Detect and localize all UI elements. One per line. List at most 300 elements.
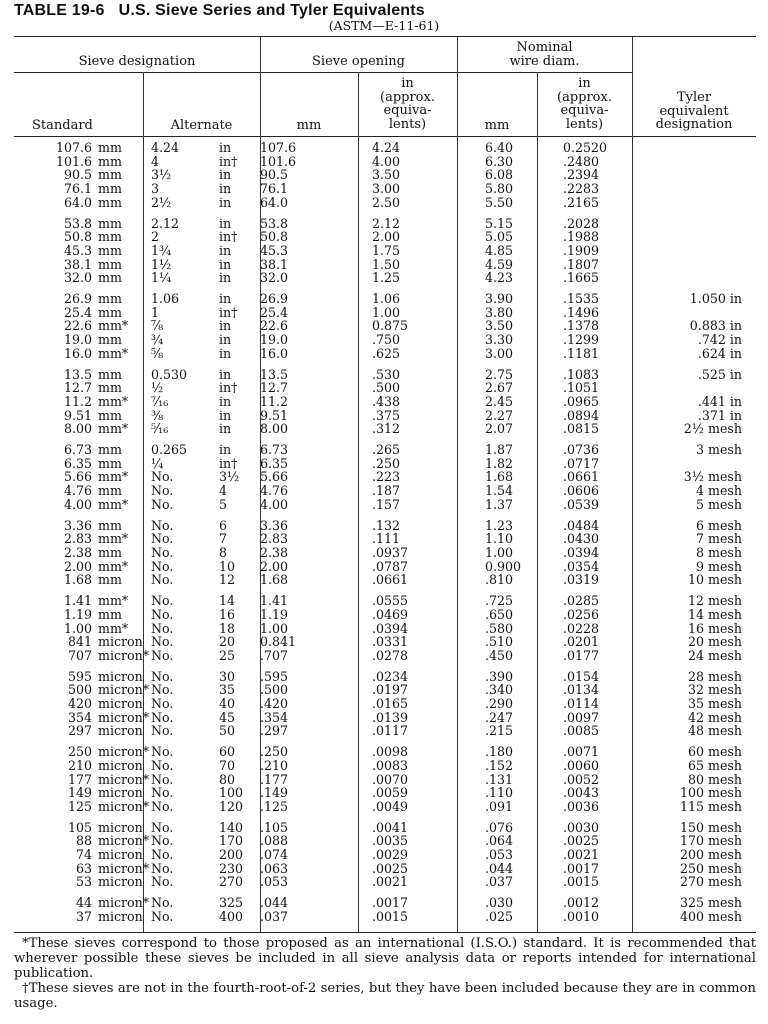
- wire-in-cell: .0319: [563, 572, 600, 588]
- header-top-rule: [14, 36, 756, 37]
- standard-cell: 13.5 mm: [63, 366, 122, 382]
- wire-in-cell: .0606: [563, 483, 600, 499]
- wire-in-cell: .0097: [563, 709, 600, 725]
- tyler-cell: 60 mesh: [688, 744, 742, 760]
- standard-cell: 707 micron*: [67, 647, 150, 663]
- table-row: [14, 182, 756, 196]
- opening-in-cell: .0394: [372, 620, 409, 636]
- opening-in-cell: .0049: [372, 798, 409, 814]
- alternate-cell: 2.12 in: [151, 215, 232, 231]
- tyler-cell: 3½ mesh: [683, 469, 742, 485]
- opening-mm-cell: 8.00: [260, 421, 289, 437]
- footnote-dagger: †These sieves are not in the fourth-root-of-2 series, but they have been included because they are in common usage.: [14, 981, 756, 1011]
- opening-in-cell: .0555: [372, 593, 409, 609]
- alternate-cell: No. 70: [151, 757, 236, 773]
- opening-mm-cell: .250: [260, 744, 289, 760]
- wire-mm-cell: 1.82: [485, 455, 514, 471]
- wire-in-cell: .0256: [563, 606, 600, 622]
- tyler-cell: 48 mesh: [688, 723, 742, 739]
- opening-in-cell: .438: [372, 393, 401, 409]
- tyler-cell: .371 in: [697, 407, 742, 423]
- opening-mm-cell: .595: [260, 668, 289, 684]
- wire-in-cell: .0717: [563, 455, 600, 471]
- standard-cell: 25.4 mm: [63, 304, 122, 320]
- alternate-cell: No. 45: [151, 709, 236, 725]
- header-nominal-wire: Nominal wire diam.: [509, 40, 580, 69]
- opening-in-cell: 3.00: [372, 181, 401, 197]
- table-row: [14, 683, 756, 697]
- standard-cell: 88 micron*: [75, 833, 150, 849]
- wire-mm-cell: 6.08: [485, 167, 514, 183]
- table-row: [14, 635, 756, 649]
- alternate-cell: ⅜ in: [151, 407, 232, 423]
- table-row: [14, 786, 756, 800]
- wire-in-cell: .0539: [563, 496, 600, 512]
- alternate-cell: No. 50: [151, 723, 236, 739]
- table-row: [14, 711, 756, 725]
- table-subtitle: (ASTM—E-11-61): [328, 18, 440, 33]
- standard-cell: 63 micron*: [75, 860, 150, 876]
- table-row: [14, 896, 756, 910]
- alternate-cell: ¼ in†: [151, 455, 238, 471]
- opening-mm-cell: 5.66: [260, 469, 289, 485]
- tyler-cell: 9 mesh: [696, 558, 742, 574]
- table-row: [14, 457, 756, 471]
- wire-mm-cell: 2.07: [485, 421, 514, 437]
- wire-mm-cell: .340: [485, 682, 514, 698]
- tyler-cell: [632, 258, 756, 272]
- alternate-cell: No. 10: [151, 558, 236, 574]
- opening-mm-cell: 6.35: [260, 455, 289, 471]
- alternate-cell: No. 20: [151, 634, 236, 650]
- standard-cell: 6.73 mm: [63, 442, 122, 458]
- standard-cell: 12.7 mm: [63, 380, 122, 396]
- opening-mm-cell: 4.00: [260, 496, 289, 512]
- tyler-cell: 115 mesh: [679, 798, 742, 814]
- opening-in-cell: 1.06: [372, 291, 401, 307]
- footnote-star: *These sieves correspond to those proposed as an international (I.S.O.) standard. It is recommended that wherever possible these sieves be included in all sieve analysis data or reports intended for international publication.: [14, 936, 756, 981]
- table-row: [14, 395, 756, 409]
- opening-in-cell: .157: [372, 496, 401, 512]
- standard-cell: 45.3 mm: [63, 242, 122, 258]
- table-row: [14, 244, 756, 258]
- tyler-cell: 8 mesh: [696, 544, 742, 560]
- tyler-cell: 3 mesh: [696, 442, 742, 458]
- wire-mm-cell: 1.23: [485, 517, 514, 533]
- table-row: [14, 834, 756, 848]
- alternate-cell: No. 400: [151, 908, 244, 924]
- opening-in-cell: 3.50: [372, 167, 401, 183]
- opening-in-cell: .111: [372, 531, 401, 547]
- opening-mm-cell: 38.1: [260, 256, 289, 272]
- alternate-cell: ¾ in: [151, 332, 232, 348]
- wire-mm-cell: 2.45: [485, 393, 514, 409]
- standard-cell: 22.6 mm*: [63, 318, 129, 334]
- opening-in-cell: .750: [372, 332, 401, 348]
- table-row: [14, 862, 756, 876]
- opening-in-cell: 1.75: [372, 242, 401, 258]
- opening-mm-cell: 11.2: [260, 393, 289, 409]
- wire-in-cell: .1083: [563, 366, 600, 382]
- opening-in-cell: .625: [372, 345, 401, 361]
- wire-mm-cell: .091: [485, 798, 514, 814]
- table-row: [14, 773, 756, 787]
- opening-in-cell: 2.50: [372, 194, 401, 210]
- alternate-cell: 4.24 in: [151, 140, 232, 155]
- standard-cell: 74 micron: [75, 847, 143, 863]
- wire-mm-cell: 6.40: [485, 140, 514, 155]
- opening-in-cell: .500: [372, 380, 401, 396]
- table-row: [14, 532, 756, 546]
- wire-mm-cell: .037: [485, 874, 514, 890]
- wire-in-cell: .1378: [563, 318, 600, 334]
- opening-mm-cell: 101.6: [260, 153, 297, 169]
- standard-cell: 16.0 mm*: [63, 345, 129, 361]
- alternate-cell: No. 40: [151, 696, 236, 712]
- standard-cell: 8.00 mm*: [63, 421, 129, 437]
- wire-in-cell: .0394: [563, 544, 600, 560]
- alternate-cell: 2½ in: [151, 194, 232, 210]
- alternate-cell: 1¼ in: [151, 270, 232, 286]
- table-row: [14, 875, 756, 889]
- wire-in-cell: .2283: [563, 181, 600, 197]
- standard-cell: 32.0 mm: [63, 270, 122, 286]
- wire-in-cell: .0354: [563, 558, 600, 574]
- wire-in-cell: .0894: [563, 407, 600, 423]
- wire-in-cell: .0228: [563, 620, 600, 636]
- alternate-cell: No. 5: [151, 496, 228, 512]
- wire-mm-cell: 1.37: [485, 496, 514, 512]
- table-row: [14, 573, 756, 587]
- header-alternate: Alternate: [170, 118, 233, 133]
- tyler-cell: 0.883 in: [689, 318, 742, 334]
- table-row: [14, 409, 756, 423]
- alternate-cell: No. 100: [151, 785, 244, 801]
- table-row: [14, 519, 756, 533]
- opening-mm-cell: .074: [260, 847, 289, 863]
- tyler-cell: [632, 271, 756, 285]
- standard-cell: 297 micron: [67, 723, 143, 739]
- table-row: [14, 258, 756, 272]
- wire-mm-cell: 3.30: [485, 332, 514, 348]
- wire-mm-cell: .580: [485, 620, 514, 636]
- standard-cell: 6.35 mm: [63, 455, 122, 471]
- alternate-cell: No. 325: [151, 895, 244, 911]
- opening-mm-cell: .063: [260, 860, 289, 876]
- opening-in-cell: .312: [372, 421, 401, 437]
- tyler-cell: [632, 196, 756, 210]
- opening-mm-cell: 50.8: [260, 229, 289, 245]
- opening-in-cell: 1.00: [372, 304, 401, 320]
- wire-mm-cell: 5.80: [485, 181, 514, 197]
- opening-in-cell: 1.25: [372, 270, 401, 286]
- opening-in-cell: .0059: [372, 785, 409, 801]
- standard-cell: 4.76 mm: [63, 483, 122, 499]
- standard-cell: 841 micron: [67, 634, 143, 650]
- wire-mm-cell: .510: [485, 634, 514, 650]
- table-row: [14, 196, 756, 210]
- alternate-cell: No. 140: [151, 819, 244, 835]
- wire-mm-cell: 6.30: [485, 153, 514, 169]
- standard-cell: 149 micron: [67, 785, 143, 801]
- wire-in-cell: .1051: [563, 380, 600, 396]
- wire-in-cell: .0177: [563, 647, 600, 663]
- tyler-cell: .441 in: [697, 393, 742, 409]
- wire-in-cell: .0043: [563, 785, 600, 801]
- opening-in-cell: .0098: [372, 744, 409, 760]
- table-row: [14, 484, 756, 498]
- wire-in-cell: .2028: [563, 215, 600, 231]
- tyler-cell: 80 mesh: [688, 771, 742, 787]
- header-mid-rule: [14, 72, 632, 73]
- alternate-cell: 1.06 in: [151, 291, 232, 307]
- wire-mm-cell: 1.00: [485, 544, 514, 560]
- wire-mm-cell: 2.75: [485, 366, 514, 382]
- tyler-cell: [632, 141, 756, 155]
- opening-mm-cell: .149: [260, 785, 289, 801]
- opening-in-cell: 4.00: [372, 153, 401, 169]
- wire-mm-cell: .076: [485, 819, 514, 835]
- sieve-table: [14, 141, 756, 924]
- wire-in-cell: .1299: [563, 332, 600, 348]
- table-row: [14, 168, 756, 182]
- alternate-cell: 0.265 in: [151, 442, 232, 458]
- opening-in-cell: 2.00: [372, 229, 401, 245]
- wire-mm-cell: .030: [485, 895, 514, 911]
- opening-mm-cell: 45.3: [260, 242, 289, 258]
- table-row: [14, 910, 756, 924]
- standard-cell: 76.1 mm: [63, 181, 122, 197]
- tyler-cell: .742 in: [697, 332, 742, 348]
- wire-in-cell: .0052: [563, 771, 600, 787]
- opening-mm-cell: 2.38: [260, 544, 289, 560]
- standard-cell: 500 micron*: [67, 682, 150, 698]
- table-title-text: U.S. Sieve Series and Tyler Equivalents: [118, 2, 425, 19]
- wire-mm-cell: .131: [485, 771, 514, 787]
- alternate-cell: ⅝ in: [151, 345, 232, 361]
- tyler-cell: 6 mesh: [696, 517, 742, 533]
- alternate-cell: 1 in†: [151, 304, 238, 320]
- alternate-cell: 4 in†: [151, 153, 238, 169]
- wire-mm-cell: 0.900: [485, 558, 522, 574]
- standard-cell: 177 micron*: [67, 771, 150, 787]
- table-row: [14, 422, 756, 436]
- opening-mm-cell: 16.0: [260, 345, 289, 361]
- wire-mm-cell: .810: [485, 572, 514, 588]
- opening-mm-cell: 1.00: [260, 620, 289, 636]
- alternate-cell: 3½ in: [151, 167, 232, 183]
- tyler-cell: 2½ mesh: [683, 421, 742, 437]
- wire-mm-cell: .110: [485, 785, 514, 801]
- alternate-cell: No. 35: [151, 682, 236, 698]
- table-row: [14, 271, 756, 285]
- table-row: [14, 546, 756, 560]
- opening-mm-cell: .420: [260, 696, 289, 712]
- table-bottom-rule: [14, 932, 756, 933]
- opening-mm-cell: .088: [260, 833, 289, 849]
- header-opening-mm: mm: [296, 118, 322, 133]
- wire-in-cell: .0071: [563, 744, 600, 760]
- tyler-cell: 1.050 in: [689, 291, 742, 307]
- tyler-cell: 24 mesh: [688, 647, 742, 663]
- table-row: [14, 347, 756, 361]
- standard-cell: 38.1 mm: [63, 256, 122, 272]
- wire-in-cell: .0012: [563, 895, 600, 911]
- table-number: TABLE 19-6: [14, 2, 105, 19]
- wire-in-cell: .0285: [563, 593, 600, 609]
- wire-mm-cell: .215: [485, 723, 514, 739]
- table-row: [14, 498, 756, 512]
- opening-in-cell: .530: [372, 366, 401, 382]
- wire-in-cell: .2165: [563, 194, 600, 210]
- opening-mm-cell: 53.8: [260, 215, 289, 231]
- wire-mm-cell: 2.67: [485, 380, 514, 396]
- tyler-cell: 4 mesh: [696, 483, 742, 499]
- standard-cell: 105 micron: [67, 819, 143, 835]
- header-standard: Standard: [32, 118, 93, 133]
- standard-cell: 2.38 mm: [63, 544, 122, 560]
- opening-in-cell: .0017: [372, 895, 409, 911]
- wire-in-cell: .0114: [563, 696, 600, 712]
- wire-in-cell: .0154: [563, 668, 600, 684]
- standard-cell: 53 micron: [75, 874, 143, 890]
- table-row: [14, 217, 756, 231]
- wire-mm-cell: .152: [485, 757, 514, 773]
- table-row: [14, 608, 756, 622]
- standard-cell: 5.66 mm*: [63, 469, 129, 485]
- table-row: [14, 155, 756, 169]
- standard-cell: 11.2 mm*: [63, 393, 129, 409]
- alternate-cell: No. 25: [151, 647, 236, 663]
- opening-in-cell: 4.24: [372, 140, 401, 155]
- opening-mm-cell: .044: [260, 895, 289, 911]
- wire-in-cell: .0134: [563, 682, 600, 698]
- alternate-cell: No. 14: [151, 593, 236, 609]
- wire-mm-cell: 1.87: [485, 442, 514, 458]
- opening-in-cell: .0331: [372, 634, 409, 650]
- wire-mm-cell: 4.23: [485, 270, 514, 286]
- opening-mm-cell: .354: [260, 709, 289, 725]
- standard-cell: 595 micron: [67, 668, 143, 684]
- tyler-cell: 16 mesh: [688, 620, 742, 636]
- table-row: [14, 622, 756, 636]
- header-sieve-designation: Sieve designation: [78, 54, 196, 69]
- tyler-cell: 35 mesh: [688, 696, 742, 712]
- wire-mm-cell: 4.59: [485, 256, 514, 272]
- opening-in-cell: .0029: [372, 847, 409, 863]
- alternate-cell: ½ in†: [151, 380, 238, 396]
- standard-cell: 1.41 mm*: [63, 593, 129, 609]
- standard-cell: 420 micron: [67, 696, 143, 712]
- opening-in-cell: .0139: [372, 709, 409, 725]
- wire-mm-cell: .025: [485, 908, 514, 924]
- table-row: [14, 141, 756, 155]
- tyler-cell: 170 mesh: [679, 833, 742, 849]
- alternate-cell: ⁵⁄₁₆ in: [151, 421, 232, 437]
- alternate-cell: ⅞ in: [151, 318, 232, 334]
- opening-mm-cell: .707: [260, 647, 289, 663]
- alternate-cell: No. 80: [151, 771, 236, 787]
- tyler-cell: 20 mesh: [688, 634, 742, 650]
- opening-in-cell: 1.50: [372, 256, 401, 272]
- opening-mm-cell: 22.6: [260, 318, 289, 334]
- wire-in-cell: .1909: [563, 242, 600, 258]
- alternate-cell: No. 200: [151, 847, 244, 863]
- opening-in-cell: 0.875: [372, 318, 409, 334]
- tyler-cell: 12 mesh: [688, 593, 742, 609]
- standard-cell: 44 micron*: [75, 895, 150, 911]
- wire-in-cell: .0085: [563, 723, 600, 739]
- tyler-cell: [632, 457, 756, 471]
- standard-cell: 107.6 mm: [55, 140, 122, 155]
- table-row: [14, 560, 756, 574]
- alternate-cell: No. 12: [151, 572, 236, 588]
- standard-cell: 2.83 mm*: [63, 531, 129, 547]
- table-row: [14, 821, 756, 835]
- opening-mm-cell: 107.6: [260, 140, 297, 155]
- alternate-cell: 2 in†: [151, 229, 238, 245]
- opening-mm-cell: .105: [260, 819, 289, 835]
- wire-mm-cell: 3.90: [485, 291, 514, 307]
- alternate-cell: No. 270: [151, 874, 244, 890]
- standard-cell: 2.00 mm*: [63, 558, 129, 574]
- standard-cell: 37 micron: [75, 908, 143, 924]
- wire-mm-cell: .247: [485, 709, 514, 725]
- tyler-cell: .525 in: [697, 366, 742, 382]
- opening-in-cell: .250: [372, 455, 401, 471]
- standard-cell: 125 micron*: [67, 798, 150, 814]
- table-row: [14, 381, 756, 395]
- tyler-cell: 10 mesh: [688, 572, 742, 588]
- wire-in-cell: .0030: [563, 819, 600, 835]
- standard-cell: 19.0 mm: [63, 332, 122, 348]
- tyler-cell: [632, 217, 756, 231]
- wire-in-cell: .2480: [563, 153, 600, 169]
- opening-in-cell: .0278: [372, 647, 409, 663]
- table-row: [14, 759, 756, 773]
- wire-in-cell: 0.2520: [563, 140, 608, 155]
- alternate-cell: 1¾ in: [151, 242, 232, 258]
- tyler-cell: .624 in: [697, 345, 742, 361]
- opening-mm-cell: 1.41: [260, 593, 289, 609]
- wire-mm-cell: .290: [485, 696, 514, 712]
- alternate-cell: No. 170: [151, 833, 244, 849]
- wire-mm-cell: 3.50: [485, 318, 514, 334]
- tyler-cell: 28 mesh: [688, 668, 742, 684]
- alternate-cell: No. 7: [151, 531, 228, 547]
- wire-mm-cell: .044: [485, 860, 514, 876]
- opening-in-cell: .223: [372, 469, 401, 485]
- opening-mm-cell: 13.5: [260, 366, 289, 382]
- table-row: [14, 368, 756, 382]
- tyler-cell: 200 mesh: [679, 847, 742, 863]
- wire-mm-cell: 1.68: [485, 469, 514, 485]
- table-row: [14, 745, 756, 759]
- sieve-table-body: [14, 141, 756, 924]
- tyler-cell: 5 mesh: [696, 496, 742, 512]
- opening-in-cell: .0469: [372, 606, 409, 622]
- alternate-cell: 1½ in: [151, 256, 232, 272]
- alternate-cell: No. 120: [151, 798, 244, 814]
- wire-in-cell: .1807: [563, 256, 600, 272]
- wire-in-cell: .0025: [563, 833, 600, 849]
- header-wire-mm: mm: [484, 118, 510, 133]
- table-row: [14, 594, 756, 608]
- opening-in-cell: .0661: [372, 572, 409, 588]
- standard-cell: 354 micron*: [67, 709, 150, 725]
- tyler-cell: 150 mesh: [679, 819, 742, 835]
- opening-in-cell: .0787: [372, 558, 409, 574]
